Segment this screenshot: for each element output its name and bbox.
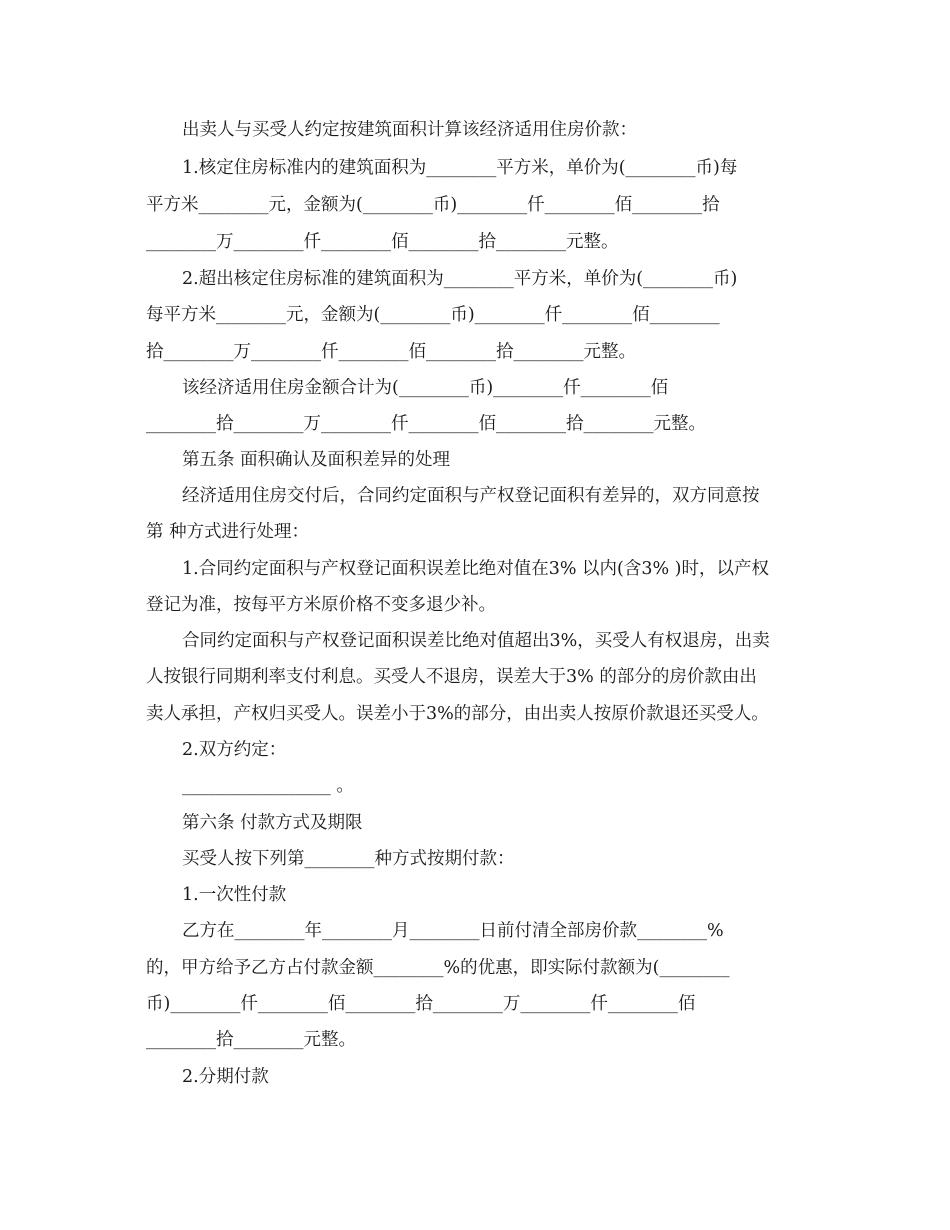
text-line: ________万________仟________佰________拾________元整。: [146, 232, 619, 252]
text-line: ________拾________万________仟________佰________拾________元整。: [146, 414, 706, 434]
text-line: 买受人按下列第________种方式按期付款：: [182, 849, 515, 869]
text-line: _________________ 。: [182, 776, 354, 796]
text-line: 出卖人与买受人约定按建筑面积计算该经济适用住房价款：: [182, 120, 637, 140]
text-line: 卖人承担，产权归买受人。误差小于3%的部分，由出卖人按原价款退还买受人。: [146, 704, 769, 724]
text-line: 乙方在________年________月________日前付清全部房价款________%: [182, 921, 724, 941]
text-line: ________拾________元整。: [146, 1030, 356, 1050]
text-line: 合同约定面积与产权登记面积误差比绝对值超出3%，买受人有权退房，出卖: [182, 631, 770, 651]
text-line: 平方米________元，金额为(________币)________仟________佰________拾: [146, 195, 720, 215]
text-line: 该经济适用住房金额合计为(________币)________仟________佰: [182, 378, 669, 398]
text-line: 2.双方约定：: [182, 740, 287, 760]
text-line: 的，甲方给予乙方占付款金额________%的优惠，即实际付款额为(________: [146, 958, 730, 978]
section-heading: 第六条 付款方式及期限: [182, 813, 363, 833]
text-line: 拾________万________仟________佰________拾________元整。: [146, 342, 636, 362]
text-line: 2.超出核定住房标准的建筑面积为________平方米，单价为(________币): [182, 269, 738, 289]
text-line: 1.核定住房标准内的建筑面积为________平方米，单价为(________币)每: [182, 158, 738, 178]
text-line: 人按银行同期利率支付利息。买受人不退房，误差大于3% 的部分的房价款由出: [146, 667, 757, 687]
text-line: 1.一次性付款: [182, 885, 287, 905]
text-line: 第 种方式进行处理：: [146, 522, 310, 542]
text-line: 经济适用住房交付后，合同约定面积与产权登记面积有差异的，双方同意按: [182, 486, 760, 506]
text-line: 1.合同约定面积与产权登记面积误差比绝对值在3% 以内(含3% )时，以产权: [182, 559, 769, 579]
text-line: 登记为准，按每平方米原价格不变多退少补。: [146, 595, 496, 615]
text-line: 币)________仟________佰________拾________万________仟________佰: [146, 994, 696, 1014]
text-line: 2.分期付款: [182, 1067, 269, 1087]
text-line: 每平方米________元，金额为(________币)________仟________佰________: [146, 305, 720, 325]
section-heading: 第五条 面积确认及面积差异的处理: [182, 450, 451, 470]
